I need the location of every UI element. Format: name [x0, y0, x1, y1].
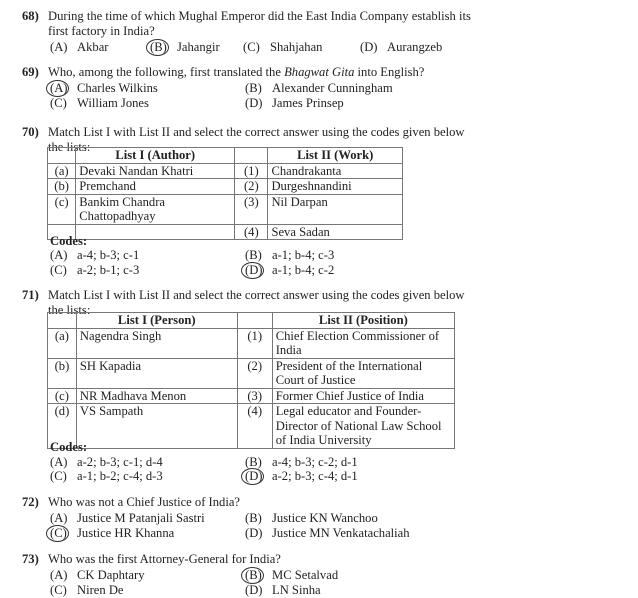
question-number: 72) — [22, 495, 39, 509]
option-a[interactable] — [50, 248, 139, 263]
table-header-row — [48, 313, 455, 329]
table-header-cell — [237, 313, 272, 329]
option-text: Justice MN Venkatachaliah — [272, 526, 410, 540]
codes-label: Codes: — [50, 234, 88, 248]
option-d[interactable] — [360, 40, 442, 55]
question-number: 73) — [22, 552, 39, 566]
option-text: William Jones — [77, 96, 149, 110]
option-d[interactable] — [245, 263, 334, 278]
question-number: 68) — [22, 9, 39, 23]
table-cell: Legal educator and Founder-Director of National Law School of India University — [272, 404, 454, 449]
option-text: a-1; b-2; c-4; d-3 — [77, 469, 163, 483]
option-label: (A) — [50, 248, 68, 262]
table-cell — [76, 224, 235, 240]
option-b[interactable] — [245, 81, 393, 96]
table-cell: (4) — [235, 224, 268, 240]
circled-answer-label: (C) — [50, 526, 77, 541]
option-label: (B) — [245, 511, 262, 525]
option-text: LN Sinha — [272, 583, 321, 597]
option-text: CK Daphtary — [77, 568, 145, 582]
table-cell: NR Madhava Menon — [76, 388, 237, 404]
option-a[interactable] — [50, 568, 145, 583]
question-text-segment: into English? — [354, 65, 425, 79]
option-text: MC Setalvad — [272, 568, 339, 582]
question-text-line: the lists: — [48, 303, 91, 317]
option-text: Justice HR Khanna — [77, 526, 175, 540]
option-label: (C) — [50, 96, 67, 110]
option-text: Jahangir — [177, 40, 220, 54]
table-cell: President of the International Court of Justice — [272, 358, 454, 388]
option-b[interactable] — [150, 40, 220, 55]
table-header-row — [48, 148, 403, 164]
table-cell: (3) — [237, 388, 272, 404]
table-cell: (d) — [48, 404, 77, 449]
match-table — [47, 312, 455, 449]
question-number: 71) — [22, 288, 39, 302]
option-text: Justice M Patanjali Sastri — [77, 511, 205, 525]
option-c[interactable] — [50, 263, 139, 278]
table-row — [48, 179, 403, 195]
circled-answer-label: (B) — [150, 40, 177, 55]
match-table — [47, 147, 403, 240]
option-c[interactable] — [50, 469, 163, 484]
option-text: a-2; b-3; c-1; d-4 — [77, 455, 163, 469]
table-cell: (2) — [235, 179, 268, 195]
table-cell: (4) — [237, 404, 272, 449]
table-header-cell: List I (Author) — [76, 148, 235, 164]
option-text: Alexander Cunningham — [272, 81, 393, 95]
table-header-cell: List II (Work) — [268, 148, 403, 164]
question-text-line: Who was not a Chief Justice of India? — [48, 495, 240, 509]
option-text: a-4; b-3; c-1 — [77, 248, 140, 262]
table-cell: Nil Darpan — [268, 194, 403, 224]
table-row — [48, 194, 403, 224]
option-text: James Prinsep — [272, 96, 344, 110]
table-cell: Premchand — [76, 179, 235, 195]
table-row — [48, 224, 403, 240]
table-cell: (b) — [48, 179, 76, 195]
table-row — [48, 404, 455, 449]
option-b[interactable] — [245, 455, 358, 470]
question-number: 70) — [22, 125, 39, 139]
question-text-line: Match List I with List II and select the correct answer using the codes given below — [48, 288, 465, 302]
table-cell: Durgeshnandini — [268, 179, 403, 195]
table-header-cell: List II (Position) — [272, 313, 454, 329]
table-header-cell — [48, 148, 76, 164]
question-text-line: During the time of which Mughal Emperor did the East India Company establish its — [48, 9, 471, 23]
option-label: (C) — [50, 263, 67, 277]
option-text: Aurangzeb — [387, 40, 443, 54]
option-text: Charles Wilkins — [77, 81, 158, 95]
table-header-cell: List I (Person) — [76, 313, 237, 329]
question-text-line: Who was the first Attorney-General for India? — [48, 552, 281, 566]
table-cell: (a) — [48, 328, 77, 358]
table-row — [48, 388, 455, 404]
table-cell: (1) — [235, 163, 268, 179]
option-label: (B) — [245, 455, 262, 469]
option-a[interactable] — [50, 511, 205, 526]
option-label: (A) — [50, 511, 68, 525]
option-text: a-2; b-3; c-4; d-1 — [272, 469, 358, 483]
table-header-cell — [235, 148, 268, 164]
table-header-cell — [48, 313, 77, 329]
table-cell: (1) — [237, 328, 272, 358]
option-b[interactable] — [245, 248, 334, 263]
option-label: (C) — [50, 583, 67, 597]
circled-answer-label: (D) — [245, 469, 272, 484]
question-text-line — [48, 65, 424, 80]
option-a[interactable] — [50, 81, 158, 96]
option-text: Shahjahan — [270, 40, 323, 54]
option-label: (C) — [243, 40, 260, 54]
option-label: (A) — [50, 455, 68, 469]
table-cell: (2) — [237, 358, 272, 388]
option-c[interactable] — [50, 96, 149, 111]
table-cell: SH Kapadia — [76, 358, 237, 388]
option-label: (B) — [245, 248, 262, 262]
table-cell: Chief Election Commissioner of India — [272, 328, 454, 358]
table-row — [48, 328, 455, 358]
question-text-segment: Who, among the following, first translated the — [48, 65, 285, 79]
option-label: (D) — [245, 96, 263, 110]
table-cell: Chandrakanta — [268, 163, 403, 179]
table-cell: VS Sampath — [76, 404, 237, 449]
table-cell: (b) — [48, 358, 77, 388]
option-text: Niren De — [77, 583, 124, 597]
option-label: (A) — [50, 40, 68, 54]
option-d[interactable] — [245, 96, 344, 111]
table-cell: (c) — [48, 388, 77, 404]
question-text-line: Match List I with List II and select the correct answer using the codes given below — [48, 125, 465, 139]
option-text: a-2; b-1; c-3 — [77, 263, 140, 277]
table-row — [48, 358, 455, 388]
option-text: a-1; b-4; c-2 — [272, 263, 335, 277]
option-label: (A) — [50, 568, 68, 582]
question-number: 69) — [22, 65, 39, 79]
table-row — [48, 163, 403, 179]
option-b[interactable] — [245, 568, 338, 583]
option-d[interactable] — [245, 526, 410, 541]
option-a[interactable] — [50, 455, 163, 470]
option-text: a-4; b-3; c-2; d-1 — [272, 455, 358, 469]
table-cell: Devaki Nandan Khatri — [76, 163, 235, 179]
option-d[interactable] — [245, 583, 321, 598]
option-d[interactable] — [245, 469, 358, 484]
option-text: a-1; b-4; c-3 — [272, 248, 335, 262]
option-label: (D) — [245, 583, 263, 597]
table-cell: Bankim Chandra Chattopadhyay — [76, 194, 235, 224]
option-c[interactable] — [50, 526, 174, 541]
option-c[interactable] — [50, 583, 124, 598]
question-text-segment: Bhagwat Gita — [284, 65, 355, 79]
option-text: Akbar — [77, 40, 109, 54]
table-cell: (3) — [235, 194, 268, 224]
circled-answer-label: (D) — [245, 263, 272, 278]
question-text-line: first factory in India? — [48, 24, 155, 38]
circled-answer-label: (B) — [245, 568, 272, 583]
table-cell: (a) — [48, 163, 76, 179]
option-c[interactable] — [243, 40, 322, 55]
table-cell: Former Chief Justice of India — [272, 388, 454, 404]
question-text-line: the lists: — [48, 140, 91, 154]
option-label: (B) — [245, 81, 262, 95]
table-cell: Nagendra Singh — [76, 328, 237, 358]
option-a[interactable] — [50, 40, 108, 55]
option-label: (C) — [50, 469, 67, 483]
table-cell: (c) — [48, 194, 76, 224]
option-b[interactable] — [245, 511, 378, 526]
option-text: Justice KN Wanchoo — [272, 511, 378, 525]
option-label: (D) — [360, 40, 378, 54]
table-cell: Seva Sadan — [268, 224, 403, 240]
codes-label: Codes: — [50, 440, 88, 454]
option-label: (D) — [245, 526, 263, 540]
circled-answer-label: (A) — [50, 81, 77, 96]
